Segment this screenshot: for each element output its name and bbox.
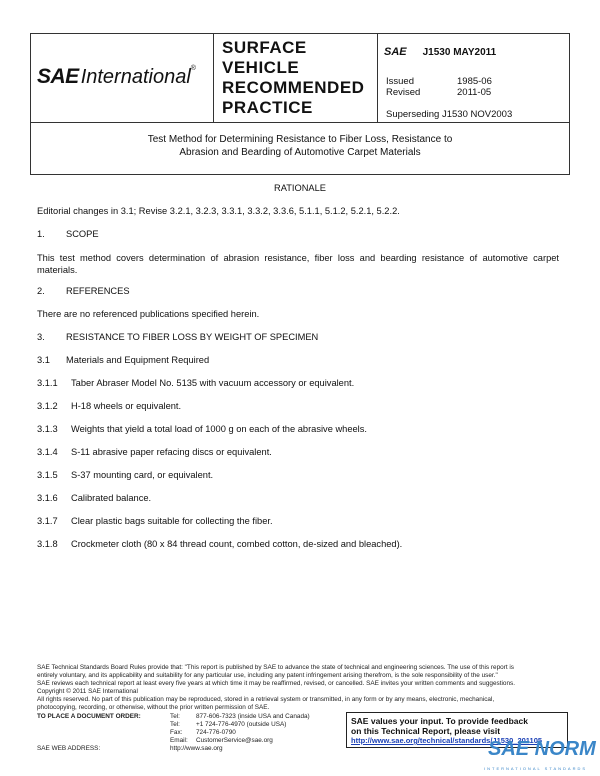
superseding: Superseding J1530 NOV2003 [386, 109, 513, 120]
list-item: 3.1.8 Crockmeter cloth (80 x 84 thread count, combed cotton, de-sized and bleached). [37, 539, 403, 549]
sae-norm-watermark: SAE NORM [488, 738, 596, 760]
web-value[interactable]: http://www.sae.org [170, 745, 223, 752]
fax-label: Fax: [170, 729, 183, 736]
subsection-heading-materials: 3.1 Materials and Equipment Required [37, 355, 210, 365]
list-item: 3.1.5 S-37 mounting card, or equivalent. [37, 470, 214, 480]
tel-label: Tel: [170, 713, 180, 720]
document-type: SURFACE VEHICLE RECOMMENDED PRACTICE [222, 38, 365, 117]
header-box [30, 33, 570, 175]
issued-date: Issued 1985-06 [386, 76, 492, 87]
feedback-box: SAE values your input. To provide feedback on this Technical Report, please visit http://www.sae.org/technical/standards/J1530_201105 [346, 712, 568, 748]
tel-value: 877-606-7323 (inside USA and Canada) [196, 713, 310, 720]
list-item: 3.1.3 Weights that yield a total load of 1000 g on each of the abrasive wheels. [37, 424, 367, 434]
sae-international-logo: SAE International® [37, 65, 196, 88]
header-divider [31, 122, 569, 123]
footer-notice: SAE Technical Standards Board Rules provide that: "This report is published by SAE to advance the state of technical and engineering sciences. The use of this report is entirely voluntary, and its applicability and suitability for any particular use, including any patent infringement arising therefrom, is the sole responsibility of the user." SAE reviews each technical report at least every five years at which time it may be reaffirmed, revised, or cancelled. SAE invites your written comments and suggestions. Copyright © 2011 SAE International All rights reserved. No part of this publication may be reproduced, stored in a retrieval system or transmitted, in any form or by any means, electronic, mechanical, photocopying, recording, or otherwise, without the prior written permission of SAE. [37, 664, 515, 711]
document-title-line: Test Method for Determining Resistance to Fiber Loss, Resistance to [147, 134, 453, 145]
revised-date: Revised 2011-05 [386, 87, 492, 98]
section-heading-scope: 1. SCOPE [37, 229, 99, 239]
rationale-heading: RATIONALE [273, 183, 326, 193]
watermark-subtitle: INTERNATIONAL STANDARDS [484, 766, 588, 771]
header-divider [213, 34, 214, 122]
section-heading-references: 2. REFERENCES [37, 286, 130, 296]
fax-value: 724-776-0790 [196, 729, 236, 736]
scope-text: This test method covers determination of abrasion resistance, fiber loss and bearding resistance of automotive carpet materials. [37, 253, 559, 275]
feedback-link[interactable]: http://www.sae.org/technical/standards/J1530_201105 [351, 736, 543, 745]
list-item: 3.1.2 H-18 wheels or equivalent. [37, 401, 182, 411]
list-item: 3.1.6 Calibrated balance. [37, 493, 152, 503]
email-label: Email: [170, 737, 188, 744]
rationale-text: Editorial changes in 3.1; Revise 3.2.1, 3.2.3, 3.3.1, 3.3.2, 3.3.6, 5.1.1, 5.1.2, 5.2.1, 5.2.2. [37, 206, 400, 216]
email-value: CustomerService@sae.org [196, 737, 273, 744]
list-item: 3.1.1 Taber Abraser Model No. 5135 with vacuum accessory or equivalent. [37, 378, 355, 388]
tel2-value: +1 724-776-4970 (outside USA) [196, 721, 287, 728]
web-label: SAE WEB ADDRESS: [37, 745, 101, 752]
list-item: 3.1.7 Clear plastic bags suitable for collecting the fiber. [37, 516, 273, 526]
references-text: There are no referenced publications specified herein. [37, 309, 260, 319]
section-heading-fiber-loss: 3. RESISTANCE TO FIBER LOSS BY WEIGHT OF SPECIMEN [37, 332, 319, 342]
document-title-line: Abrasion and Bearding of Automotive Carpet Materials [179, 147, 421, 158]
tel2-label: Tel: [170, 721, 180, 728]
document-number: SAE J1530 MAY2011 [384, 46, 497, 58]
sae-mark: SAE [384, 46, 407, 58]
list-item: 3.1.4 S-11 abrasive paper refacing discs or equivalent. [37, 447, 272, 457]
header-divider [377, 34, 378, 122]
order-label: TO PLACE A DOCUMENT ORDER: [37, 713, 141, 720]
